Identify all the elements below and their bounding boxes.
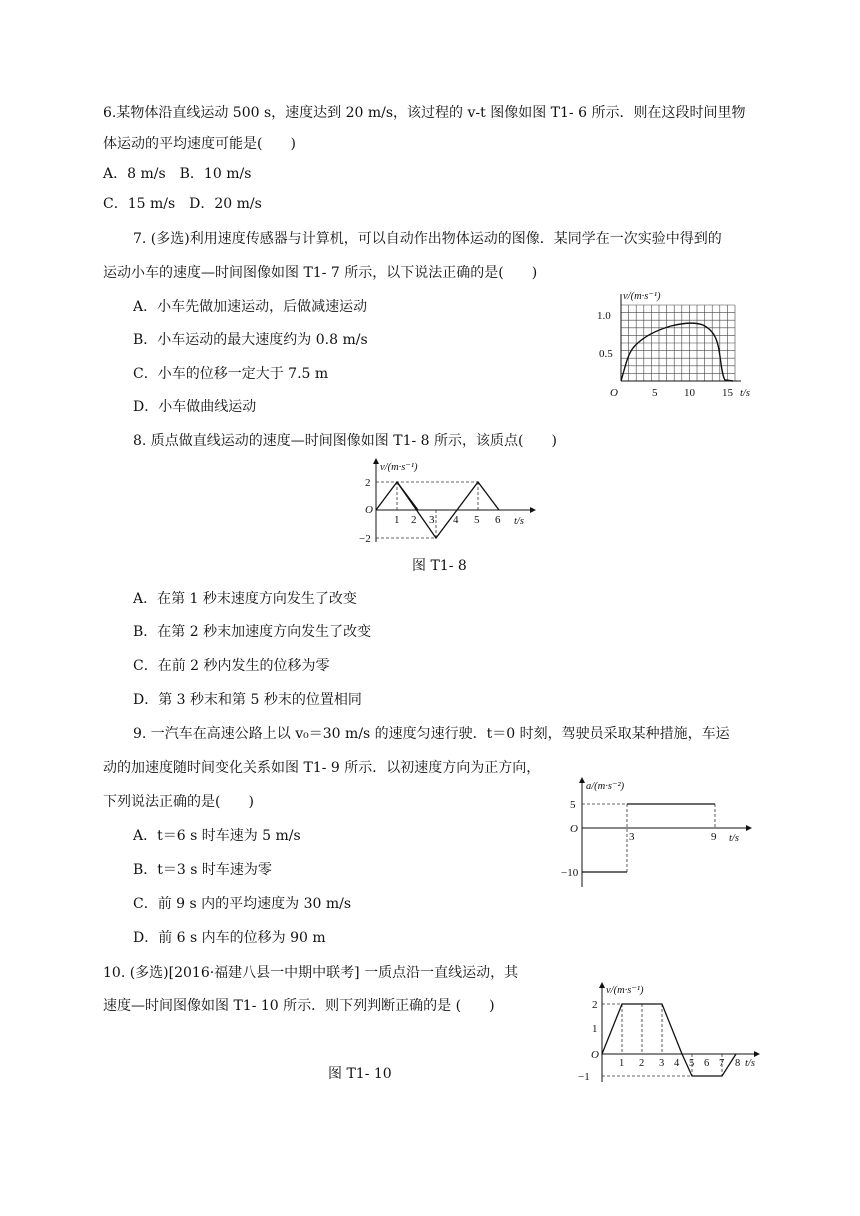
- q7-option-a: A．小车先做加速运动，后做减速运动: [133, 299, 368, 315]
- q7-option-c: C．小车的位移一定大于 7.5 m: [133, 366, 329, 382]
- y-axis-arrow: [599, 982, 605, 988]
- graph-t1-7-origin: O: [610, 387, 618, 399]
- q9-stem-text: 下列说法正确的是(: [103, 794, 221, 810]
- x-tick-7: 7: [719, 1058, 725, 1069]
- y-tick-0.5: 0.5: [599, 348, 613, 360]
- q9-option-a: A．t＝6 s 时车速为 5 m/s: [133, 828, 301, 844]
- guide-lines: [582, 804, 715, 872]
- x-tick-8: 8: [735, 1058, 741, 1069]
- q6-stem-line1: 6.某物体沿直线运动 500 s，速度达到 20 m/s，该过程的 v-t 图像如图 T1- 6 所示．则在这段时间里物: [103, 105, 746, 121]
- q7-stem-line2: [103, 263, 537, 283]
- q8-option-b: B．在第 2 秒末加速度方向发生了改变: [133, 624, 372, 640]
- x-tick-5: 5: [689, 1058, 695, 1069]
- x-tick-5: 5: [474, 514, 480, 526]
- x-tick-6: 6: [495, 514, 501, 526]
- graph-t1-7-t-label: t/s: [740, 388, 750, 399]
- graph-t1-9-origin: O: [570, 823, 578, 835]
- q6-close-paren: ): [290, 136, 296, 152]
- q9-stem-line2: 动的加速度随时间变化关系如图 T1- 9 所示．以初速度方向为正方向，: [103, 760, 541, 776]
- x-axis-arrow: [530, 507, 536, 513]
- graph-t1-10-t-label: t/s: [745, 1058, 755, 1069]
- x-tick-15: 15: [722, 387, 733, 399]
- x-tick-2: 2: [411, 514, 417, 526]
- y-tick-2: 2: [365, 477, 371, 489]
- graph-t1-9: [560, 775, 760, 880]
- q10-close-paren: ): [489, 998, 495, 1014]
- figure-caption-t1-8: 图 T1- 8: [412, 558, 467, 574]
- q10-stem-line1: 10. (多选)[2016·福建八县一中期中联考] 一质点沿一直线运动，其: [103, 965, 519, 981]
- q7-stem-text: 运动小车的速度—时间图像如图 T1- 7 所示，以下说法正确的是(: [103, 265, 504, 281]
- graph-t1-8: [358, 456, 538, 546]
- x-tick-1: 1: [394, 514, 400, 526]
- q9-option-c: C．前 9 s 内的平均速度为 30 m/s: [133, 896, 352, 912]
- y-tick-minus-10: −10: [561, 867, 579, 879]
- q8-stem-line1: [133, 431, 557, 451]
- q9-option-b: B．t＝3 s 时车速为零: [133, 862, 272, 878]
- y-axis-arrow: [373, 458, 379, 464]
- y-tick-minus-2: −2: [359, 533, 371, 545]
- graph-t1-9-t-label: t/s: [729, 833, 739, 844]
- q8-option-d: D．第 3 秒末和第 5 秒末的位置相同: [133, 692, 362, 708]
- x-tick-1: 1: [619, 1058, 625, 1069]
- y-tick-minus-1: −1: [578, 1071, 590, 1083]
- x-tick-3: 3: [629, 831, 635, 843]
- q7-close-paren: ): [531, 265, 538, 281]
- x-axis-arrow: [754, 1051, 760, 1057]
- x-tick-6: 6: [704, 1058, 710, 1069]
- y-axis-arrow: [579, 777, 585, 783]
- q7-stem-line1: 7. (多选)利用速度传感器与计算机，可以自动作出物体运动的图像．某同学在一次实验中得到的: [133, 231, 722, 247]
- graph-t1-9-axis-label: a/(m·s⁻²): [586, 781, 625, 792]
- velocity-curve: [621, 323, 733, 381]
- x-tick-4: 4: [674, 1058, 680, 1069]
- graph-t1-7-axis-label: v/(m·s⁻¹): [623, 291, 661, 302]
- q7-option-b: B．小车运动的最大速度约为 0.8 m/s: [133, 332, 368, 348]
- q9-stem-line3: [103, 792, 254, 812]
- y-tick-1.0: 1.0: [597, 310, 611, 322]
- q8-close-paren: ): [551, 433, 557, 449]
- graph-t1-7: [595, 288, 765, 403]
- q6-stem-line2: [103, 134, 296, 154]
- y-tick-2: 2: [592, 999, 598, 1011]
- figure-caption-t1-10: 图 T1- 10: [328, 1066, 392, 1082]
- q8-option-c: C．在前 2 秒内发生的位移为零: [133, 658, 330, 674]
- q8-option-a: A．在第 1 秒末速度方向发生了改变: [133, 591, 357, 607]
- graph-t1-10-axis-label: v/(m·s⁻¹): [606, 985, 644, 996]
- q7-option-d: D．小车做曲线运动: [133, 399, 257, 415]
- q8-stem-text: 8. 质点做直线运动的速度—时间图像如图 T1- 8 所示，该质点(: [133, 433, 524, 449]
- q10-stem-line2: [103, 996, 495, 1016]
- q6-stem-text: 体运动的平均速度可能是(: [103, 136, 263, 152]
- q10-stem-text: 速度—时间图像如图 T1- 10 所示．则下列判断正确的是 (: [103, 998, 462, 1014]
- x-tick-2: 2: [639, 1058, 645, 1069]
- q9-stem-line1: 9. 一汽车在高速公路上以 v₀＝30 m/s 的速度匀速行驶．t＝0 时刻，驾驶员采取某种措施，车运: [133, 726, 730, 742]
- graph-t1-10-origin: O: [591, 1049, 599, 1061]
- velocity-segment: [397, 482, 418, 510]
- q6-options-ab: A．8 m/s B．10 m/s: [103, 166, 252, 182]
- graph-t1-8-t-label: t/s: [514, 516, 524, 527]
- x-tick-4: 4: [453, 514, 459, 526]
- graph-t1-8-origin: O: [365, 504, 373, 516]
- graph-t1-10: [578, 980, 768, 1085]
- q9-option-d: D．前 6 s 内车的位移为 90 m: [133, 930, 326, 946]
- y-tick-5: 5: [570, 799, 576, 811]
- x-tick-5: 5: [652, 387, 658, 399]
- q9-close-paren: ): [248, 794, 254, 810]
- x-axis-arrow: [746, 825, 752, 831]
- q6-options-cd: C．15 m/s D．20 m/s: [103, 196, 262, 212]
- x-tick-3: 3: [659, 1058, 665, 1069]
- graph-t1-8-axis-label: v/(m·s⁻¹): [380, 462, 418, 473]
- x-tick-10: 10: [684, 387, 695, 399]
- x-tick-9: 9: [711, 831, 717, 843]
- y-tick-1: 1: [592, 1023, 598, 1035]
- x-tick-3: 3: [429, 514, 435, 526]
